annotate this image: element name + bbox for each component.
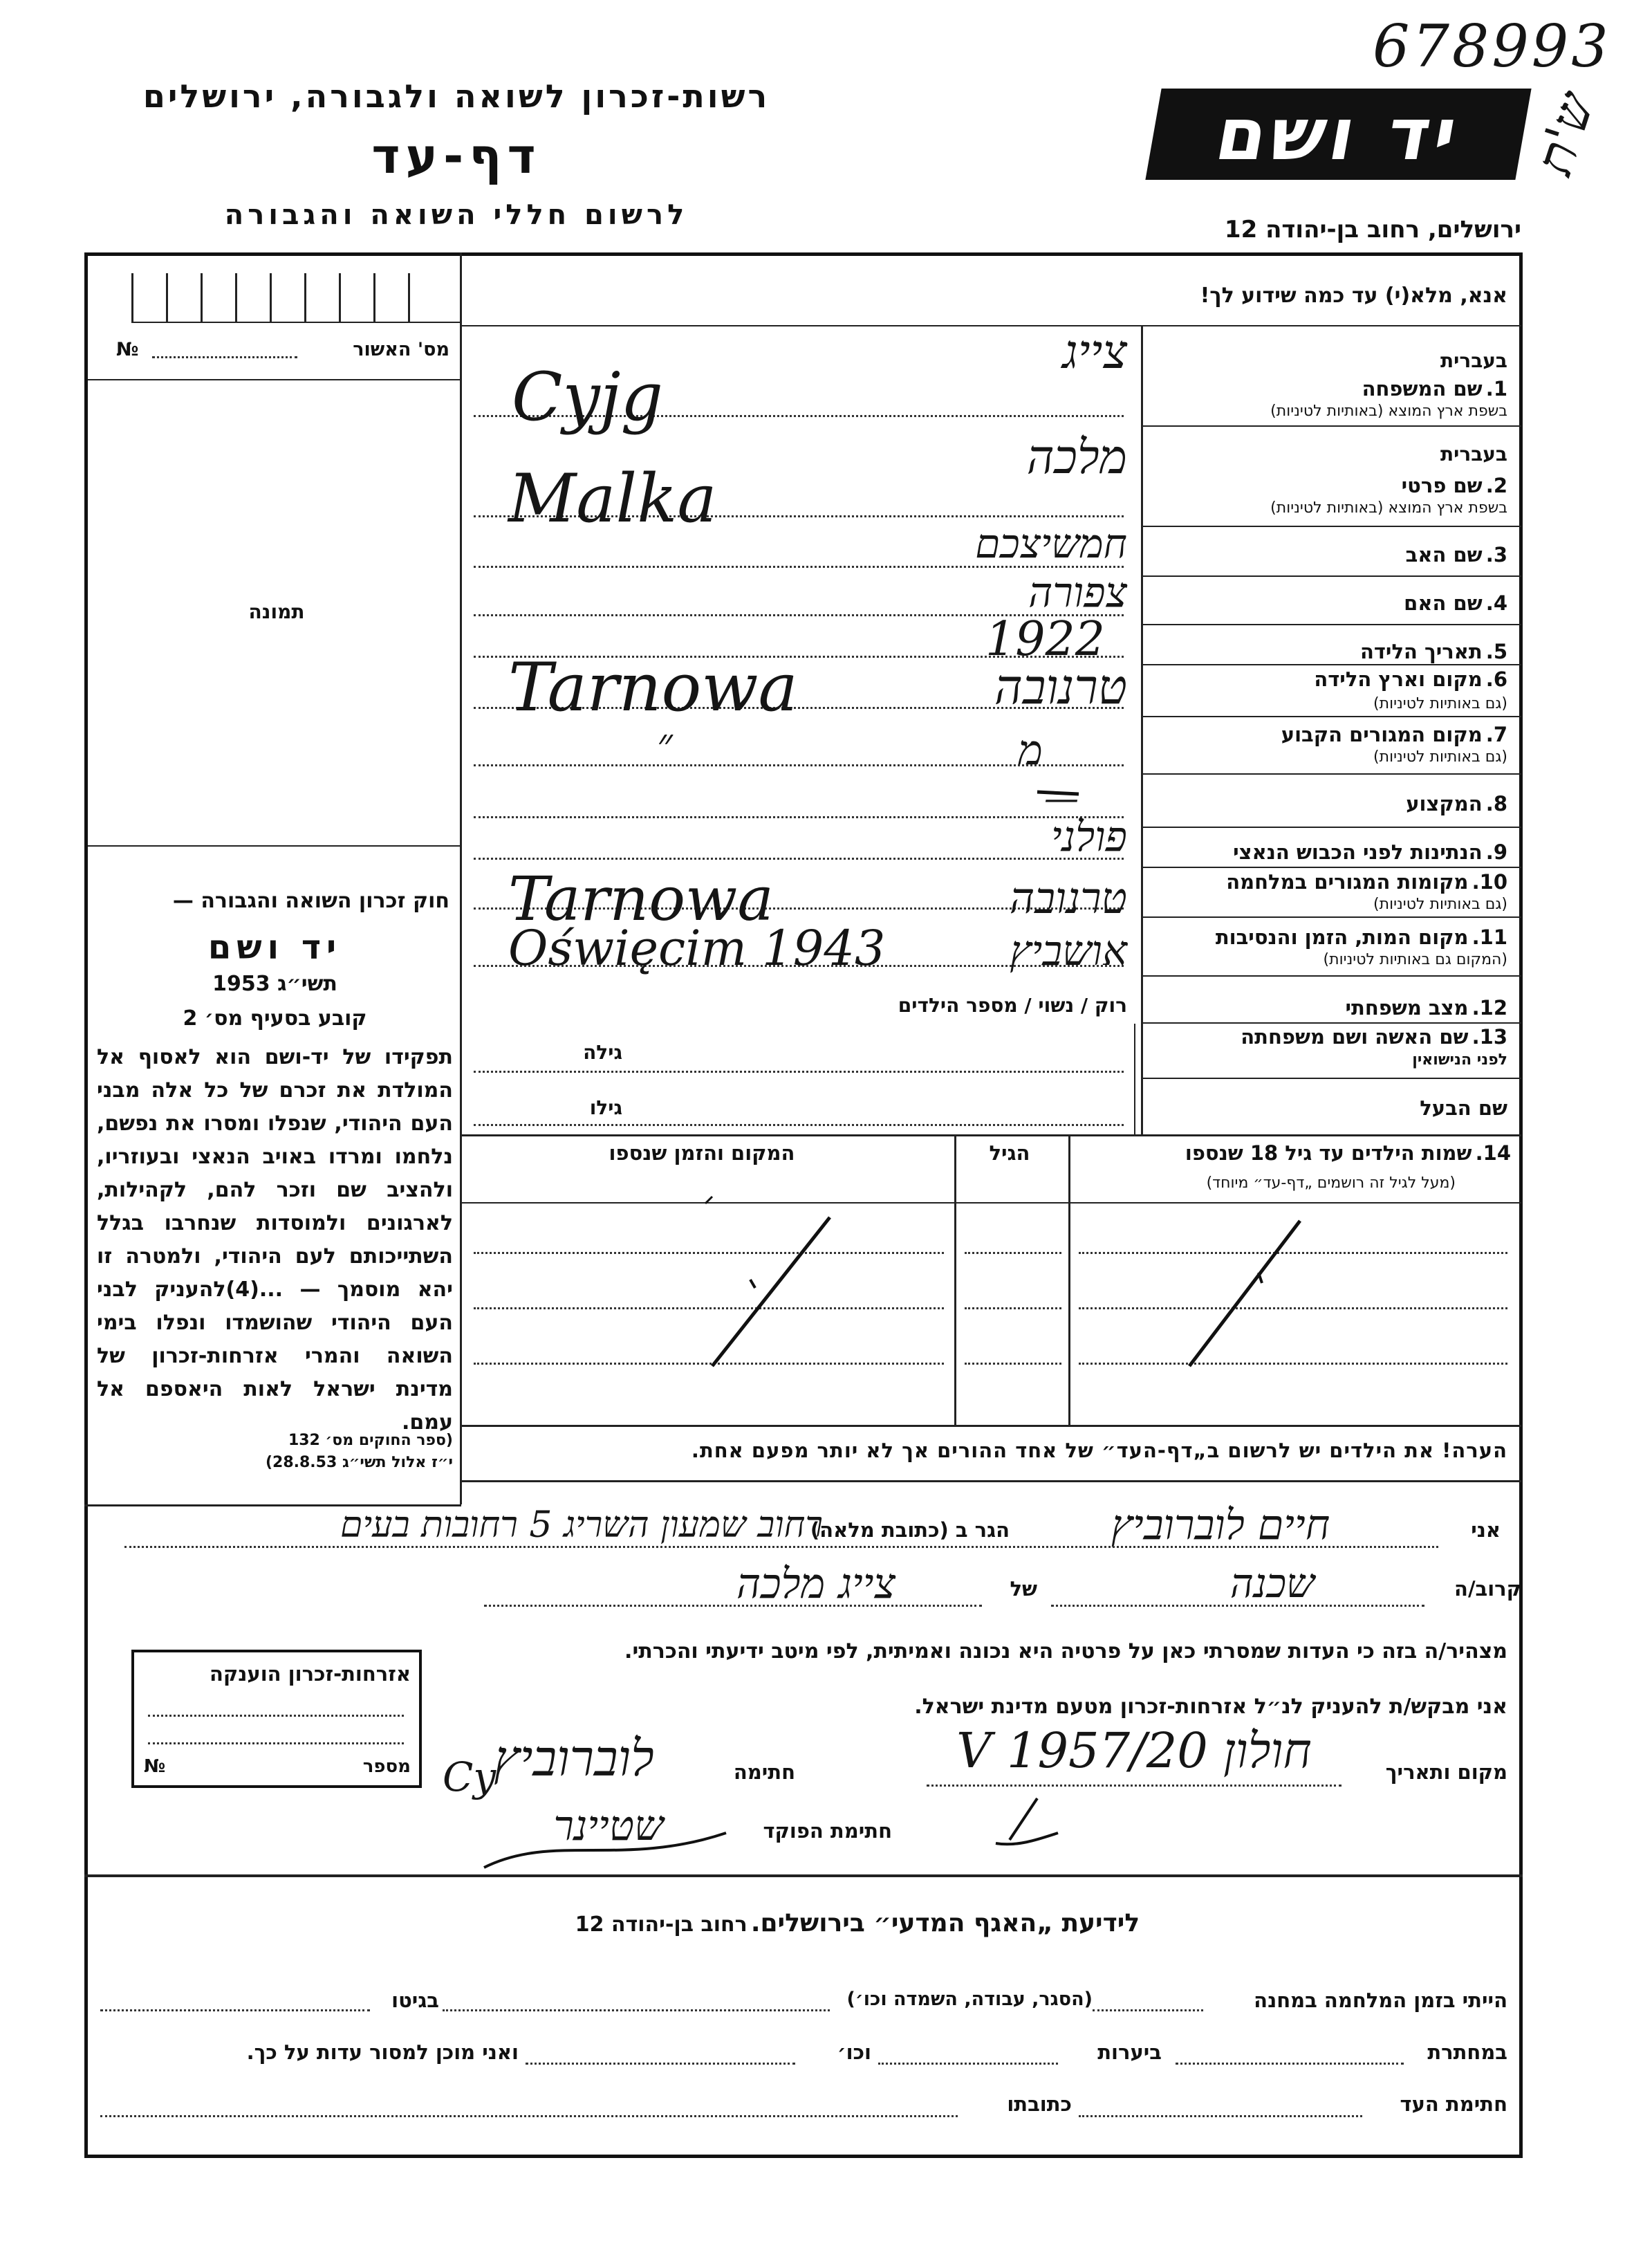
field-13-name: שם האשה ושם משפחתה — [1241, 1025, 1469, 1049]
bottom-title-text: לידיעת „האגף המדעי״ בירושלים. — [750, 1909, 1140, 1937]
law-year: תשי״ג 1953 — [212, 972, 337, 996]
citizenship-box — [131, 1650, 422, 1788]
logo-text: יד ושם — [1209, 92, 1467, 176]
field-12-num: 12. — [1471, 996, 1507, 1020]
field-8-num: 8. — [1485, 792, 1507, 815]
field-5-num: 5. — [1485, 640, 1507, 663]
place-date-label: מקום ותאריך — [1385, 1760, 1507, 1784]
death-place-hebrew: אושביץ — [1010, 927, 1127, 975]
father-name: חמשיצכם — [975, 520, 1127, 567]
bottom-l2-d: ואני מוכן למסור עדות על כך. — [246, 2040, 519, 2064]
mother-name: צפורה — [1028, 569, 1127, 617]
firstname-latin: Malka — [508, 460, 717, 537]
field-8-name: המקצוע — [1406, 792, 1483, 815]
marital-status-options: רוק / נשוי / מספר הילדים — [898, 994, 1127, 1017]
field-5-name: תאריך הלידה — [1359, 640, 1483, 663]
residence-hebrew: מ — [1018, 726, 1043, 775]
field-13-sub: לפני הנישואין — [1412, 1051, 1507, 1069]
decl-resident-label: הגר ב (כתובת מלאה) — [810, 1518, 1010, 1542]
side-mark: ש'ת — [1524, 86, 1606, 182]
wartime-residence-latin: Tarnowa — [508, 863, 774, 934]
children-age-col: הגיל — [989, 1141, 1030, 1165]
field-10-sub: (גם באותיות לטיניות) — [1373, 896, 1507, 913]
field-2-hebrew-tag: בעברית — [1440, 443, 1507, 465]
note: הערה! את הילדים יש לרשום ב„דף-העד״ של אחד ההורים אך לא יותר מפעם אחת. — [691, 1439, 1507, 1462]
law-clause: קובע בסעיף מס׳ 2 — [183, 1006, 367, 1031]
field-11-sub: (המקום גם באותיות לטיניות) — [1323, 951, 1507, 968]
declarant-address: רחוב שמעון השריג 5 רחובות בעים — [340, 1504, 823, 1546]
death-place-latin: Oświęcim 1943 — [508, 920, 886, 977]
field-11-name: מקום המות, הזמן והנסיבות — [1215, 925, 1469, 949]
bottom-address: רחוב בן-יהודה 12 — [575, 1912, 748, 1937]
firstname-hebrew: מלכה — [1026, 430, 1127, 485]
approval-label: מס' האשור — [353, 339, 449, 360]
field-2-name: שם פרטי — [1401, 474, 1483, 497]
deceased-name: צייג מלכה — [736, 1560, 895, 1608]
approval-no-label: № — [116, 339, 139, 360]
photo-label: תמונה — [248, 600, 305, 623]
bottom-l2-b: ביערות — [1097, 2040, 1162, 2064]
field-6-num: 6. — [1485, 667, 1507, 691]
wartime-residence-hebrew: טרנובה — [1009, 873, 1127, 923]
decl-relative-label: קרוב/ה — [1454, 1577, 1521, 1601]
place-date: חולון 20/V 1957 — [956, 1722, 1312, 1779]
law-source-1: (ספר החוקים מס׳ 132 — [288, 1432, 453, 1449]
law-body: תפקידו של יד-ושם הוא לאסוף אל המולדת את זכרם של כל אלה מבני העם היהודי, שנפלו ומסרו את נפשם, נלחמו ומרדו באויב הנאצי ובעוזריו, ולהציב שם וזכר להם, לקהילות, לארגונים ולמוסדות שנחרבו בגלל השתייכותם לעם היהודי, ולמטרה זו יהא מוסמך — ...(4)להעניק לבני העם היהודי שהושמדו ונפלו בימי השואה והמרי אזרחות-זכרון של מדינת ישראל לאות היאספם אל עמם. — [97, 1045, 453, 1435]
bottom-l3-a: חתימת העד — [1400, 2092, 1507, 2116]
decl-of-label: של — [1010, 1577, 1037, 1601]
citizenship-title: אזרחות-זכרון הוענקה — [209, 1662, 411, 1686]
bottom-l1-start: הייתי בזמן המלחמה במחנה — [1254, 1989, 1507, 2012]
field-7-name: מקום המגורים הקבוע — [1281, 723, 1483, 746]
field-3-name: שם האב — [1405, 543, 1483, 566]
org-line: רשות-זכרון לשואה ולגבורה, ירושלים — [142, 77, 770, 115]
instruction: אנא, מלא(י) עד כמה שידוע לך! — [1200, 284, 1507, 308]
birthplace-latin: Tarnowa — [508, 649, 798, 726]
citizenship-no-label: № — [144, 1756, 166, 1777]
decl-certify: מצהיר/ה בזה כי העדות שמסרתי כאן על פרטיה היא נכונה ואמיתית, לפי מיטב ידיעתי והכרתי. — [624, 1639, 1507, 1663]
field-2-num: 2. — [1485, 474, 1507, 497]
birthplace-hebrew: טרנובה — [994, 658, 1127, 715]
children-num: 14. — [1475, 1141, 1511, 1165]
law-source-2: י״ז אלול תשי״ג 28.8.53) — [265, 1454, 453, 1471]
wife-age-label: גילה — [583, 1041, 622, 1064]
field-1-hebrew-tag: בעברית — [1440, 349, 1507, 372]
field-1-name: שם המשפחה — [1362, 377, 1483, 400]
surname-hebrew: צייג — [1062, 325, 1127, 380]
field-1-num: 1. — [1485, 377, 1507, 400]
field-4-name: שם האם — [1404, 591, 1483, 615]
signature: לוברוביץ — [494, 1729, 654, 1787]
law-title: חוק זכרון השואה והגבורה — — [172, 889, 449, 913]
field-1-sub: בשפת ארץ המוצא (באותיות לטיניות) — [1270, 403, 1507, 420]
citizenship: פולני — [1050, 813, 1127, 861]
residence-latin: ״ — [657, 719, 673, 768]
field-6-name: מקום וארץ הלידה — [1314, 667, 1483, 691]
field-6-sub: (גם באותיות לטיניות) — [1373, 695, 1507, 712]
law-name: יד ושם — [207, 928, 342, 967]
officer-signature: שטיינר — [553, 1802, 664, 1850]
address: ירושלים, רחוב בן-יהודה 12 — [1224, 216, 1521, 243]
children-sub: (מעל לגיל זה רושמים „דף-עד״ מיוחד) — [1206, 1174, 1456, 1192]
signature-initials: Cy — [443, 1753, 496, 1800]
bottom-l3-b: כתובתו — [1007, 2092, 1072, 2116]
field-12-name: מצב משפחתי — [1345, 996, 1469, 1020]
children-place-col: המקום והזמן שנספו — [609, 1141, 795, 1165]
bottom-l2-a: במחתרת — [1427, 2040, 1507, 2064]
field-9-num: 9. — [1485, 840, 1507, 864]
form-title: דף-עד — [371, 128, 541, 185]
field-10-name: מקומות המגורים במלחמה — [1226, 870, 1469, 894]
decl-i-label: אני — [1471, 1518, 1501, 1542]
bottom-title — [484, 1909, 1231, 1937]
decl-request: אני מבקש/ת להעניק לנ״ל אזרחות-זכרון מטעם מדינת ישראל. — [914, 1695, 1507, 1719]
field-4-num: 4. — [1485, 591, 1507, 615]
husband-age-label: גילו — [589, 1096, 622, 1119]
bottom-l1-end: בגיטו — [391, 1989, 439, 2012]
signature-label: חתימה — [733, 1760, 795, 1784]
birth-date: 1922 — [985, 612, 1106, 667]
form-subtitle: לרשום חללי השואה והגבורה — [224, 199, 689, 231]
field-9-name: הנתינות לפני הכבוש הנאצי — [1233, 840, 1483, 864]
children-title: שמות הילדים עד גיל 18 שנספו — [1185, 1141, 1472, 1165]
field-2-sub: בשפת ארץ המוצא (באותיות לטיניות) — [1270, 499, 1507, 517]
declarant-name: חיים לוברוביץ — [1111, 1501, 1330, 1549]
field-10-num: 10. — [1471, 870, 1507, 894]
bottom-l2-c: וכו׳ — [837, 2040, 871, 2064]
relation: שכנה — [1229, 1560, 1315, 1607]
surname-latin: Cyjg — [512, 358, 663, 436]
field-11-num: 11. — [1471, 925, 1507, 949]
field-13-num: 13. — [1471, 1025, 1507, 1049]
profession: — — [1044, 778, 1079, 818]
stamp-number: 678993 — [1373, 12, 1611, 80]
citizenship-number-label: מספר — [362, 1756, 411, 1777]
field-3-num: 3. — [1485, 543, 1507, 566]
officer-label: חתימת הפוקד — [763, 1819, 892, 1843]
field-7-num: 7. — [1485, 723, 1507, 746]
husband-label: שם הבעל — [1420, 1096, 1507, 1120]
field-7-sub: (גם באותיות לטיניות) — [1373, 748, 1507, 766]
bottom-l1-mid: (הסגר, עבודה, השמדה וכו׳) — [846, 1989, 1093, 2010]
